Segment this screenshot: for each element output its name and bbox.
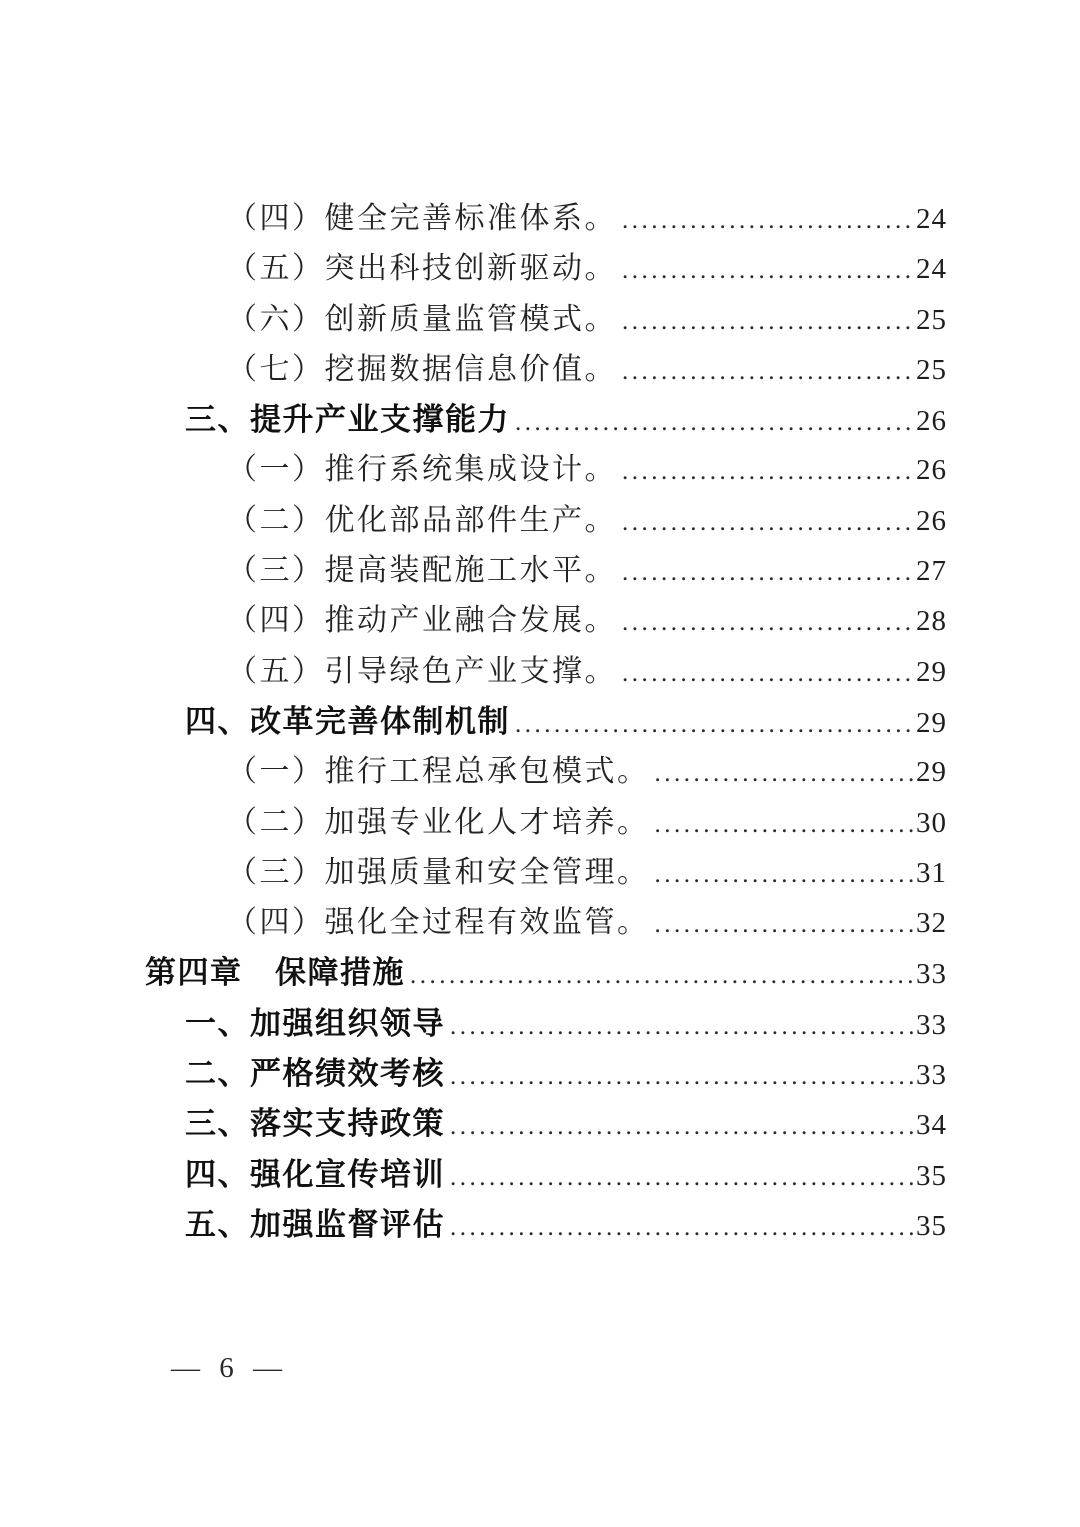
toc-dot-leader xyxy=(622,509,915,537)
toc-dot-leader xyxy=(655,760,916,788)
toc-entry xyxy=(145,1098,947,1148)
toc-entry xyxy=(145,1149,947,1199)
toc-entry-page: 28 xyxy=(916,605,947,638)
toc-dot-leader xyxy=(655,811,916,839)
toc-entry-title: （二）优化部品部件生产。 xyxy=(227,503,617,537)
toc-entry-title: （四）健全完善标准体系。 xyxy=(227,202,617,235)
toc-entry xyxy=(145,797,947,847)
toc-entry-title: （六）创新质量监管模式。 xyxy=(227,302,617,336)
toc-entry xyxy=(145,444,947,494)
toc-list xyxy=(145,193,947,1249)
toc-dot-leader xyxy=(450,1063,915,1091)
toc-dot-leader xyxy=(655,911,916,939)
toc-entry xyxy=(145,495,947,545)
toc-entry xyxy=(145,344,947,394)
toc-entry-title: 一、加强组织领导 xyxy=(185,1005,445,1041)
toc-dot-leader xyxy=(450,1164,915,1192)
toc-entry-page: 33 xyxy=(916,1059,947,1092)
toc-entry-page: 29 xyxy=(916,756,947,789)
toc-entry-page: 29 xyxy=(916,655,947,688)
toc-entry-title: （五）引导绿色产业支撑。 xyxy=(227,654,617,688)
toc-entry-page: 33 xyxy=(916,1008,947,1041)
toc-entry xyxy=(145,746,947,796)
toc-entry-title: 四、改革完善体制机制 xyxy=(185,703,510,739)
toc-entry xyxy=(145,998,947,1048)
toc-entry-page: 27 xyxy=(916,555,947,588)
toc-entry-title: （七）挖掘数据信息价值。 xyxy=(227,352,617,386)
toc-dot-leader xyxy=(622,308,915,336)
toc-entry-title: （三）提高装配施工水平。 xyxy=(227,554,617,588)
toc-dot-leader xyxy=(410,962,915,990)
toc-dot-leader xyxy=(622,559,915,587)
toc-entry xyxy=(145,947,947,997)
toc-entry-title: （三）加强质量和安全管理。 xyxy=(227,855,650,889)
toc-entry-page: 29 xyxy=(916,706,947,739)
toc-dot-leader xyxy=(515,711,915,739)
toc-entry-title: 二、严格绩效考核 xyxy=(185,1056,445,1092)
toc-dot-leader xyxy=(655,861,916,889)
toc-entry-page: 30 xyxy=(916,806,947,839)
toc-entry-title: （五）突出科技创新驱动。 xyxy=(227,252,617,286)
toc-entry-page: 26 xyxy=(916,405,947,438)
toc-entry-title: 第四章 保障措施 xyxy=(145,955,405,991)
toc-entry-page: 24 xyxy=(916,203,947,235)
toc-entry-page: 33 xyxy=(916,958,947,991)
toc-entry-title: （四）推动产业融合发展。 xyxy=(227,604,617,638)
page-footer: — 6 — xyxy=(171,1352,285,1384)
toc-entry-page: 34 xyxy=(916,1109,947,1142)
toc-entry-page: 24 xyxy=(916,253,947,286)
toc-entry xyxy=(145,243,947,293)
toc-entry xyxy=(145,646,947,696)
toc-entry-page: 25 xyxy=(916,353,947,386)
toc-dot-leader xyxy=(450,1013,915,1041)
toc-entry-page: 35 xyxy=(916,1159,947,1192)
toc-dot-leader xyxy=(622,609,915,637)
toc-entry-page: 26 xyxy=(916,504,947,537)
toc-entry-page: 32 xyxy=(916,907,947,940)
toc-entry xyxy=(145,1199,947,1249)
toc-entry-title: 三、落实支持政策 xyxy=(185,1106,445,1142)
toc-entry-page: 35 xyxy=(916,1209,947,1242)
toc-entry-title: （二）加强专业化人才培养。 xyxy=(227,805,650,839)
toc-entry-page: 26 xyxy=(916,454,947,487)
toc-entry xyxy=(145,696,947,746)
toc-entry-title: 三、提升产业支撑能力 xyxy=(185,402,510,438)
toc-dot-leader xyxy=(622,660,915,688)
toc-entry xyxy=(145,1048,947,1098)
toc-dot-leader xyxy=(622,458,915,486)
toc-entry-title: 四、强化宣传培训 xyxy=(185,1156,445,1192)
toc-entry-page: 31 xyxy=(916,856,947,889)
toc-dot-leader xyxy=(515,409,915,437)
toc-dot-leader xyxy=(450,1214,915,1242)
toc-entry-title: 五、加强监督评估 xyxy=(185,1206,445,1242)
toc-entry-title: （四）强化全过程有效监管。 xyxy=(227,906,650,940)
toc-entry xyxy=(145,847,947,897)
toc-entry xyxy=(145,394,947,444)
toc-entry xyxy=(145,294,947,344)
toc-entry-title: （一）推行系统集成设计。 xyxy=(227,453,617,487)
toc-entry-page: 25 xyxy=(916,303,947,336)
toc-entry xyxy=(145,545,947,595)
toc-entry-title: （一）推行工程总承包模式。 xyxy=(227,755,650,789)
toc-dot-leader xyxy=(622,358,915,386)
toc-entry xyxy=(145,595,947,645)
toc-entry xyxy=(145,897,947,947)
toc-dot-leader xyxy=(622,257,915,285)
toc-dot-leader xyxy=(622,207,915,235)
toc-entry xyxy=(145,193,947,243)
toc-dot-leader xyxy=(450,1113,915,1141)
